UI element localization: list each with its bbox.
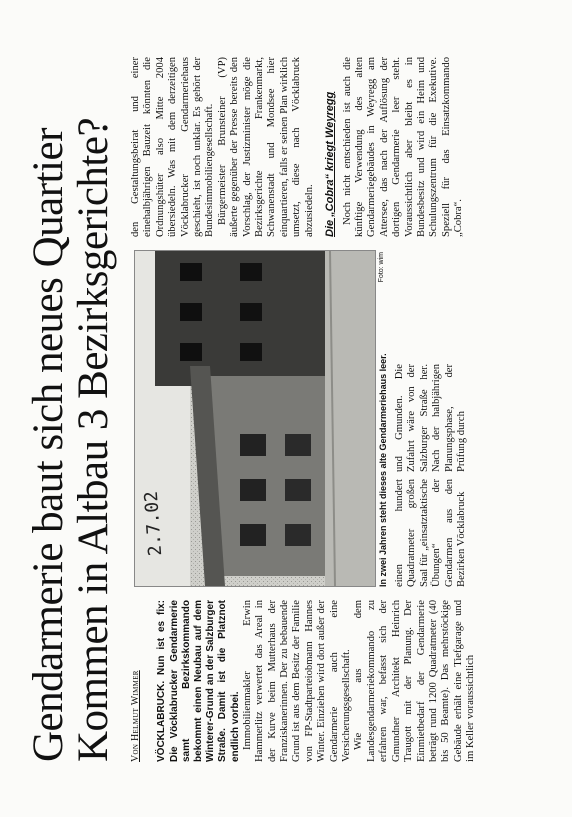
article-column-2a	[394, 479, 468, 587]
handwritten-date: 2.7.02	[140, 490, 167, 557]
headline	[26, 42, 116, 762]
article-column-3	[130, 57, 466, 237]
byline: Von Helmut Wimmer	[130, 670, 141, 762]
body-paragraph-1: Immobilienmakler Erwin Hammerlitz verwertet das Areal in der Kurve beim Mutterhaus der Franziskanerinnen. Der zu bebauende Grund ist aus dem Besitz der Familie von FP-Stadtparteiobmann Hannes Winter. Einziehen wird dort außer der Gendarmerie auch eine Versicherungsgesellschaft.	[241, 600, 353, 762]
photo-caption	[378, 252, 388, 587]
body-paragraph-2: Wie aus dem Landesgendarmeriekommando zu erfahren war, befasst sich der Gmundner Architekt Heinrich Traugott mit der Planung. Der Einmietbedarf der Gendarmerie beträgt rund 1200 Quadratmeter (40 bis 50 Beamte). Das mehrstöckige Gebäude erhält eine Tiefgarage und im Keller voraussichtlich	[353, 600, 477, 762]
subheading-cobra: Die „Cobra“ kriegt Weyregg	[324, 91, 337, 237]
lead-paragraph: VÖCKLABRUCK. Nun ist es fix: Die Vöcklabrucker Gendarmerie samt Bezirkskommando bekommt einen Neubau auf dem Winterer-Grund an der Salzburger Straße. Damit ist die Platznot endlich vorbei.	[156, 600, 241, 762]
gendarmerie-building-photo	[134, 250, 376, 587]
photo-credit: Foto: wim	[378, 252, 385, 283]
headline-line-2: Kommen in Altbau 3 Bezirksgerichte?	[70, 117, 117, 762]
body-paragraph-5: den Gestaltungsbeirat und einer einehalbjährigen Bauzeit könnten die Ordnungshüter also Mitte 2004 übersiedeln. Was mit dem derzeitigen Vöcklabrucker Gendarmeriehaus geschieht, ist noch unklar. Es gehört der Bundesimmobiliengesellschaft.	[130, 57, 216, 237]
body-paragraph-3: einen hundert Quadratmeter großen Saal für „einsatztaktische Übungen“ der Gendarmen aus den Bezirken Vöcklabruck	[394, 479, 468, 587]
body-paragraph-6: Bürgermeister Brunsteiner (VP) äußerte gegenüber der Presse bereits den Vorschlag, der Justizminister möge die Bezirksgerichte Frankenmarkt, Schwanenstadt und Mondsee hier einquartieren, falls er seinen Plan wirklich umsetzt, diese nach Vöcklabruck abzusiedeln.	[216, 57, 315, 237]
body-paragraph-7: Noch nicht entschieden ist auch die künftige Verwendung des alten Gendarmeriegebäudes in Weyregg am Attersee, das nach der Auflösung der dortigen Gendarmerie leer steht. Voraussichtlich aber bleibt es in Bundesbesitz und wird ein Heim und Schulungszentrum für die Exekutive. Speziell für das Einsatzkommando „Cobra“.	[341, 57, 465, 237]
headline-line-1: Gendarmerie baut sich neues Quartier	[25, 128, 72, 762]
caption-text: In zwei Jahren steht dieses alte Gendarmeriehaus leer.	[378, 353, 388, 587]
article-column-2b	[394, 364, 468, 472]
article-column-1	[130, 600, 478, 762]
body-paragraph-4: und Gmunden. Die Zufahrt wäre von der Salzburger Straße her. Nach der halbjährigen Planungsphase, der Prüfung durch	[394, 364, 468, 472]
